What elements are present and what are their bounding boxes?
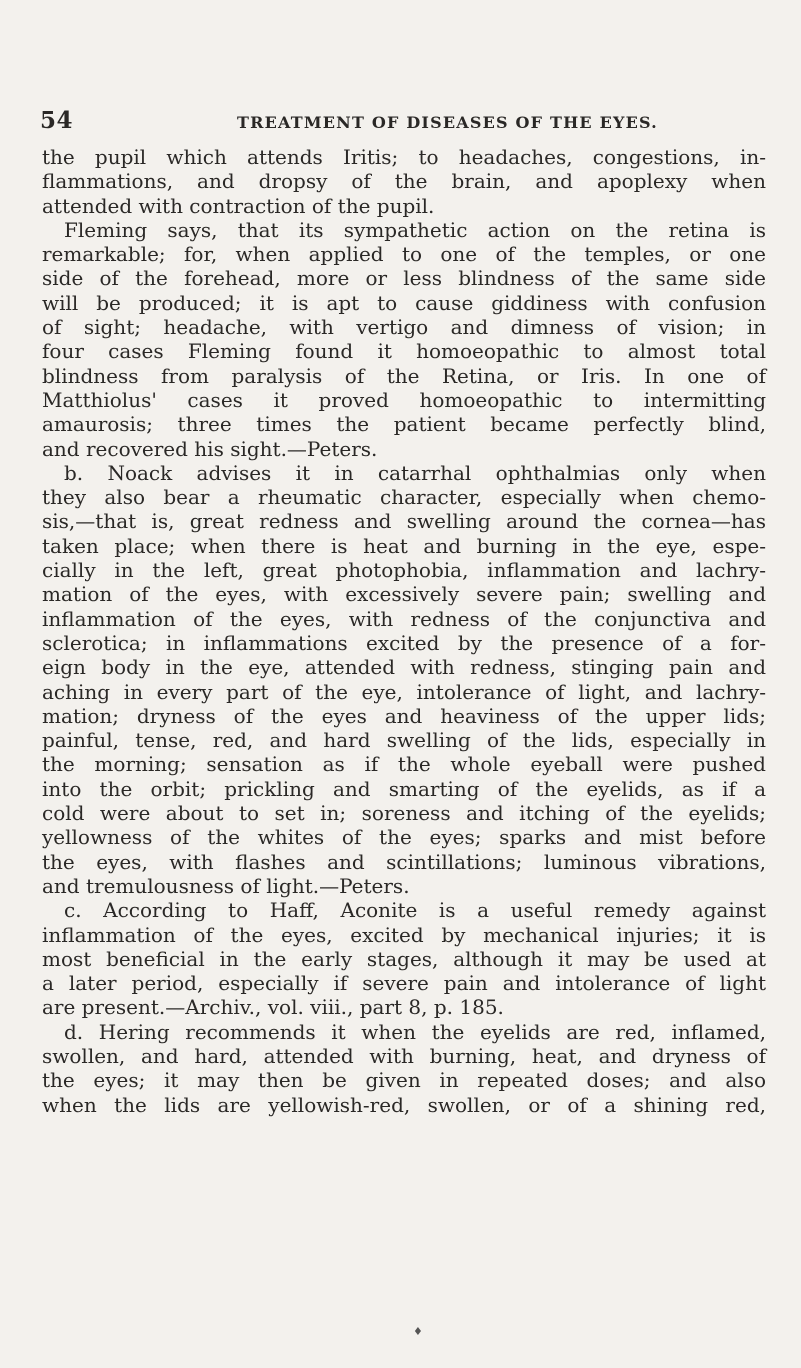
text-line: of sight; headache, with vertigo and dimness of vision; in [42,315,766,340]
text-line: yellowness of the whites of the eyes; sparks and mist before [42,825,766,850]
text-line: inflammation of the eyes, excited by mechanical injuries; it is [42,922,766,947]
text-line: attended with contraction of the pupil. [42,193,435,218]
text-line: four cases Fleming found it homoeopathic to almost total [42,339,766,364]
text-line: blindness from paralysis of the Retina, or Iris. In one of [42,363,766,388]
running-head [40,107,760,137]
text-line: side of the forehead, more or less blindness of the same side [42,266,766,291]
text-line: are present.—Archiv., vol. viii., part 8, p. 185. [42,995,504,1020]
text-line: taken place; when there is heat and burning in the eye, espe- [42,533,766,558]
running-title: TREATMENT OF DISEASES OF THE EYES. [237,113,658,132]
text-line: and recovered his sight.—Peters. [42,436,378,461]
text-line: amaurosis; three times the patient became perfectly blind, [42,412,766,437]
text-line: they also bear a rheumatic character, especially when chemo- [42,485,766,510]
text-line: when the lids are yellowish-red, swollen, or of a shining red, [42,1092,766,1117]
text-line: sis,—that is, great redness and swelling around the cornea—has [42,509,766,534]
body-text [42,145,766,1117]
text-line: Matthiolus' cases it proved homoeopathic to intermitting [42,387,766,412]
text-line: swollen, and hard, attended with burning, heat, and dryness of [42,1043,766,1068]
page-number: 54 [40,107,74,134]
text-line: most beneficial in the early stages, although it may be used at [42,946,766,971]
text-line: c. According to Haff, Aconite is a useful remedy against [64,898,766,923]
text-line: b. Noack advises it in catarrhal ophthalmias only when [64,460,766,485]
text-line: a later period, especially if severe pain and intolerance of light [42,971,766,996]
text-line: remarkable; for, when applied to one of the temples, or one [42,242,766,267]
text-line: cially in the left, great photophobia, inflammation and lachry- [42,558,766,583]
text-line: d. Hering recommends it when the eyelids are red, inflamed, [64,1019,766,1044]
text-line: the morning; sensation as if the whole eyeball were pushed [42,752,766,777]
text-line: the eyes; it may then be given in repeated doses; and also [42,1068,766,1093]
printer-mark: ♦ [413,1325,423,1338]
text-line: flammations, and dropsy of the brain, and apoplexy when [42,169,766,194]
text-line: mation; dryness of the eyes and heaviness of the upper lids; [42,703,766,728]
text-line: mation of the eyes, with excessively severe pain; swelling and [42,582,766,607]
text-line: cold were about to set in; soreness and itching of the eyelids; [42,801,766,826]
text-line: and tremulousness of light.—Peters. [42,873,410,898]
text-line: inflammation of the eyes, with redness of the conjunctiva and [42,606,766,631]
text-line: Fleming says, that its sympathetic action on the retina is [64,217,766,242]
text-line: into the orbit; prickling and smarting of the eyelids, as if a [42,776,766,801]
text-line: will be produced; it is apt to cause giddiness with confusion [42,290,766,315]
text-line: sclerotica; in inflammations excited by the presence of a for- [42,630,766,655]
text-line: painful, tense, red, and hard swelling of the lids, especially in [42,728,766,753]
text-line: aching in every part of the eye, intolerance of light, and lachry- [42,679,766,704]
text-line: eign body in the eye, attended with redness, stinging pain and [42,655,766,680]
text-line: the eyes, with flashes and scintillations; luminous vibrations, [42,849,766,874]
text-line: the pupil which attends Iritis; to headaches, congestions, in- [42,145,766,169]
